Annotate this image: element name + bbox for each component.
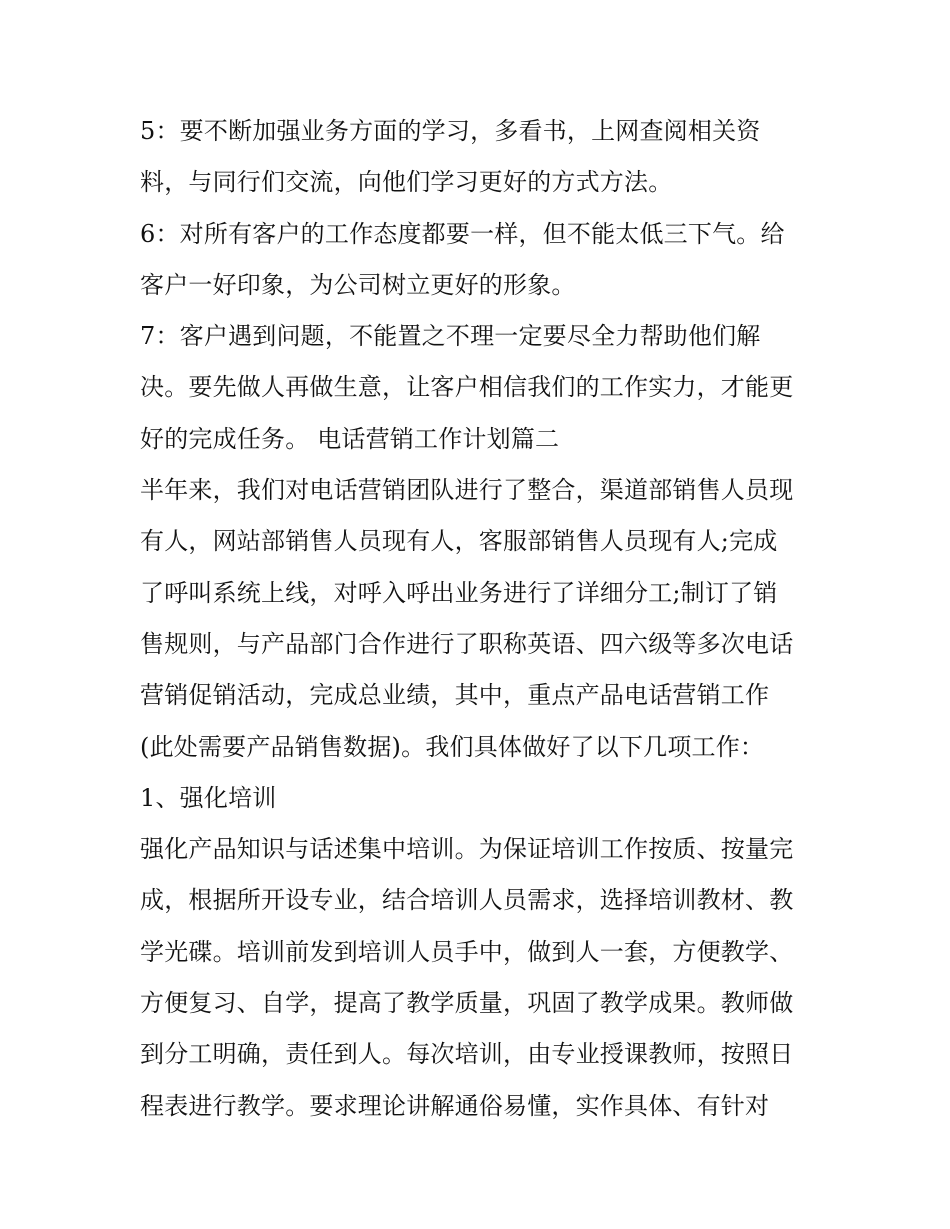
text-line: 半年来，我们对电话营销团队进行了整合，渠道部销售人员现	[140, 476, 794, 505]
section-heading: 1、强化培训	[140, 783, 277, 812]
text-line: 到分工明确，责任到人。每次培训，由专业授课教师，按照日	[140, 1040, 794, 1069]
text-line: 有人，网站部销售人员现有人，客服部销售人员现有人;完成	[140, 527, 778, 556]
text-line: 客户一好印象，为公司树立更好的形象。	[140, 270, 576, 299]
text-line: 学光碟。培训前发到培训人员手中，做到人一套，方便教学、	[140, 937, 794, 966]
text-line: (此处需要产品销售数据)。我们具体做好了以下几项工作：	[140, 732, 765, 761]
text-line: 强化产品知识与话述集中培训。为保证培训工作按质、按量完	[140, 835, 794, 864]
text-line: 售规则，与产品部门合作进行了职称英语、四六级等多次电话	[140, 629, 794, 658]
text-line: 营销促销活动，完成总业绩，其中，重点产品电话营销工作	[140, 681, 770, 710]
text-line: 料，与同行们交流，向他们学习更好的方式方法。	[140, 168, 673, 197]
text-line: 成，根据所开设专业，结合培训人员需求，选择培训教材、教	[140, 886, 794, 915]
text-line: 好的完成任务。 电话营销工作计划篇二	[140, 424, 560, 453]
text-line: 程表进行教学。要求理论讲解通俗易懂，实作具体、有针对	[140, 1091, 770, 1120]
text-line: 7：客户遇到问题，不能置之不理一定要尽全力帮助他们解	[140, 322, 761, 351]
document-body	[140, 106, 815, 1132]
text-line: 决。要先做人再做生意，让客户相信我们的工作实力，才能更	[140, 373, 794, 402]
text-line: 方便复习、自学，提高了教学质量，巩固了教学成果。教师做	[140, 989, 794, 1018]
text-line: 了呼叫系统上线，对呼入呼出业务进行了详细分工;制订了销	[140, 578, 778, 607]
text-line: 5：要不断加强业务方面的学习，多看书，上网查阅相关资	[140, 117, 761, 145]
text-line: 6：对所有客户的工作态度都要一样，但不能太低三下气。给	[140, 219, 785, 248]
